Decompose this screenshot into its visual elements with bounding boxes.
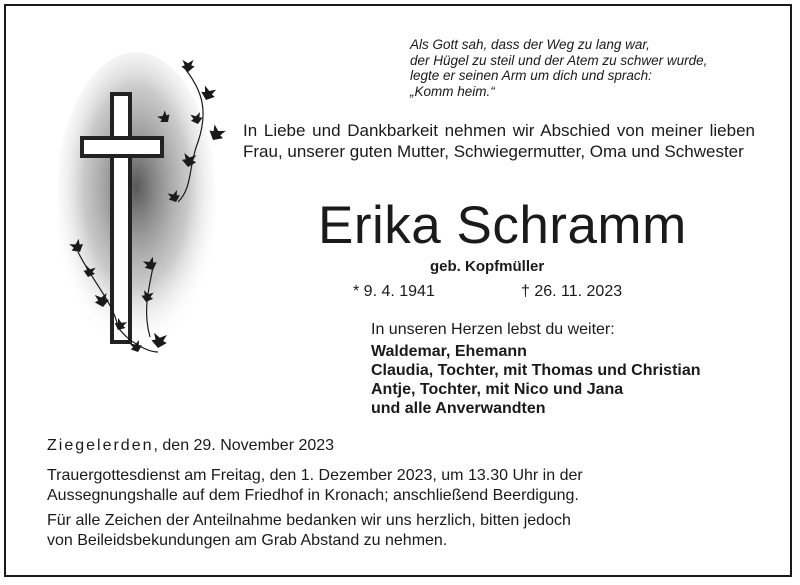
mourners-heading: In unseren Herzen lebst du weiter: [371,321,615,338]
mourner-item: Claudia, Tochter, mit Thomas und Christian [371,362,701,379]
maiden-name: geb. Kopfmüller [430,258,545,275]
thanks-note [47,511,752,551]
cross-with-ivy-icon [58,52,228,370]
thanks-line: von Beileidsbekundungen am Grab Abstand zu nehmen. [47,532,448,549]
death-date: † 26. 11. 2023 [521,283,623,300]
service-line: Trauergottesdienst am Freitag, den 1. Dezember 2023, um 13.30 Uhr in der [47,467,583,484]
thanks-line: Für alle Zeichen der Anteilnahme bedanken wir uns herzlich, bitten jedoch [47,512,571,529]
service-info [47,466,752,506]
place-town: Ziegelerden [47,437,154,454]
poem-line: Als Gott sah, dass der Weg zu lang war, [410,37,650,52]
place-date-text: , den 29. November 2023 [153,437,335,454]
mourner-item: und alle Anverwandten [371,400,546,417]
poem [410,37,770,99]
place-date [47,437,334,455]
poem-line: „Komm heim.“ [410,83,495,99]
poem-line: legte er seinen Arm um dich und sprach: [410,68,652,83]
poem-line: der Hügel zu steil und der Atem zu schwer wurde, [410,52,708,68]
birth-date: * 9. 4. 1941 [353,283,435,300]
mourner-item: Waldemar, Ehemann [371,343,527,360]
service-line: Aussegnungshalle auf dem Friedhof in Kronach; anschließend Beerdigung. [47,487,579,504]
mourner-item: Antje, Tochter, mit Nico und Jana [371,381,624,398]
mourners-list [371,342,701,418]
deceased-name: Erika Schramm [318,196,687,255]
intro-text: In Liebe und Dankbarkeit nehmen wir Abschied von meiner lieben Frau, unserer guten Mutter, Schwiegermutter, Oma und Schwester [243,121,755,161]
